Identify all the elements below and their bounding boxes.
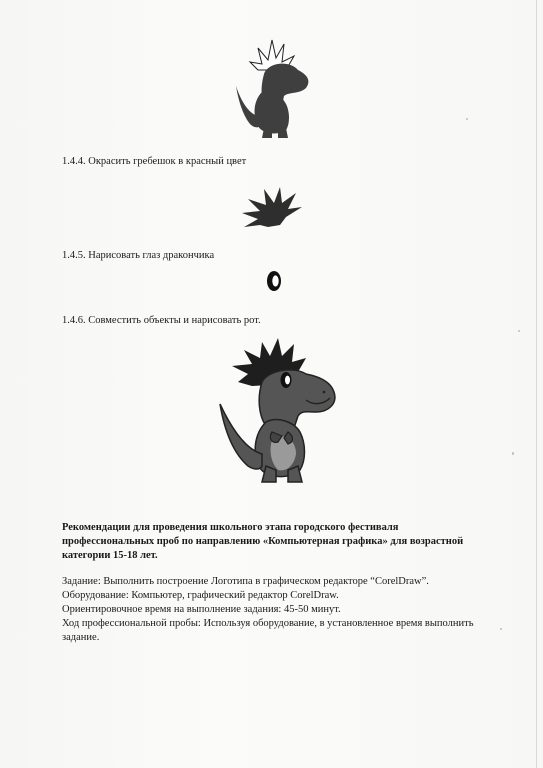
crest-spikes-icon [242, 187, 302, 227]
heading-line: категории 15-18 лет. [62, 550, 158, 561]
dragon-logo-icon [220, 338, 335, 482]
time-line: Ориентировочное время на выполнение задания: 45-50 минут. [62, 604, 341, 615]
step-1-4-6: 1.4.6. Совместить объекты и нарисовать рот. [62, 315, 261, 326]
task-line: Задание: Выполнить построение Логотипа в графическом редакторе “CorelDraw”. [62, 576, 429, 587]
task-description [62, 575, 502, 645]
heading-line: профессиональных проб по направлению «Компьютерная графика» для возрастной [62, 536, 464, 547]
scan-speck [512, 452, 514, 455]
crest-figure [240, 183, 304, 233]
scan-speck [466, 118, 468, 120]
page-edge [536, 0, 537, 768]
equipment-line: Оборудование: Компьютер, графический редактор CorelDraw. [62, 590, 339, 601]
recommendation-heading [62, 521, 482, 563]
dragon-silhouette-figure [228, 34, 318, 144]
step-1-4-4: 1.4.4. Окрасить гребешок в красный цвет [62, 156, 247, 167]
step-1-4-5: 1.4.5. Нарисовать глаз дракончика [62, 250, 215, 261]
dragon-eye-icon [267, 271, 281, 291]
procedure-line: Ход профессиональной пробы: Используя оборудование, в установленное время выполнить [62, 618, 474, 629]
heading-line: Рекомендации для проведения школьного этапа городского фестиваля [62, 522, 399, 533]
eye-figure [264, 268, 284, 294]
procedure-line-continued: задание. [62, 632, 100, 643]
scan-speck [518, 330, 520, 332]
scan-speck [500, 628, 502, 630]
final-dragon-figure [212, 336, 352, 490]
